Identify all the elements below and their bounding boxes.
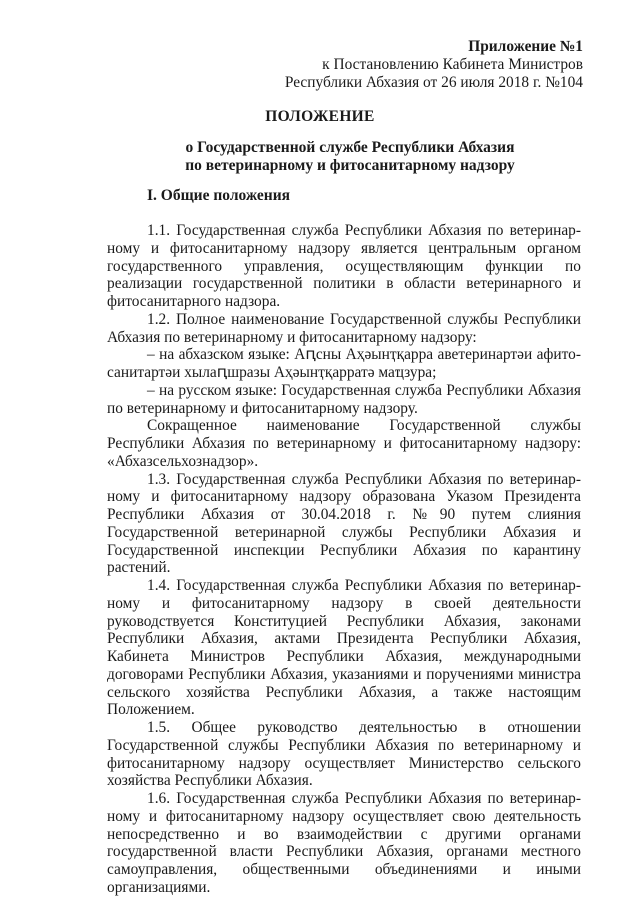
paragraph-1-2: 1.2. Полное наименование Государственной службы Республики Абхазия по ветеринарному и фитосанитарному надзору: — [107, 310, 581, 346]
document-subtitle — [30, 139, 640, 175]
section-heading: I. Общие положения — [147, 187, 291, 204]
appendix-label: Приложение №1 — [468, 38, 583, 55]
paragraph-1-4: 1.4. Государственная служба Республики Абхазия по ветеринарному и фитосанитарному надзору в своей деятельности руководствуется Конституцией Республики Абхазия, законами Республики Абхазия, актами Президента Республики Абхазия, Кабинета Министров Республики Абхазия, международными договорами Республики Абхазия, указаниями и поручениями министра сельского хозяйства Республики Абхазия, а также настоящим Положением. — [107, 577, 581, 719]
paragraph-1-6: 1.6. Государственная служба Республики Абхазия по ветеринарному и фитосанитарному надзору осуществляет свою деятельность непосредственно и во взаимодействии с другими органами государственной власти Республики Абхазия, органами местного самоуправления, общественными объединениями и иными организациями. — [107, 790, 581, 896]
document-title: ПОЛОЖЕНИЕ — [265, 108, 375, 125]
document-body — [107, 222, 581, 897]
paragraph-1-3: 1.3. Государственная служба Республики Абхазия по ветеринарному и фитосанитарному надзору образована Указом Президента Республики Абхазия от 30.04.2018 г. №90 путем слияния Государственной ветеринарной службы Республики Абхазия и Государственной инспекции Республики Абхазия по карантину растений. — [107, 470, 581, 577]
paragraph-1-1: 1.1. Государственная служба Республики Абхазия по ветеринарному и фитосанитарному надзору является центральным органом государственного управления, осуществляющим функции по реализации государственной политики в области ветеринарного и фитосанитарного надзора. — [107, 222, 581, 310]
subtitle-line-1: о Государственной службе Республики Абхазия — [185, 139, 515, 156]
appendix-line-2: Республики Абхазия от 26 июля 2018 г. №104 — [284, 74, 583, 91]
appendix-line-1: к Постановлению Кабинета Министров — [322, 56, 583, 73]
paragraph-1-2-abkhaz-name: – на абхазском языке: Аԥсны Аҳәынҭқарра аветеринартәи афитосанитартәи хылаԥшразы Аҳәынҭқарратә маҵзура; — [107, 346, 581, 381]
appendix-header — [285, 38, 583, 92]
paragraph-1-2-russian-name: – на русском языке: Государственная служба Республики Абхазия по ветеринарному и фитосанитарному надзору. — [107, 381, 581, 417]
paragraph-1-5: 1.5. Общее руководство деятельностью в отношении Государственной службы Республики Абхазия по ветеринарному и фитосанитарному надзору осуществляет Министерство сельского хозяйства Республики Абхазия. — [107, 719, 581, 790]
paragraph-short-name: Сокращенное наименование Государственной службы Республики Абхазия по ветеринарному и фитосанитарному надзору: «Абхазсельхознадзор». — [107, 417, 581, 470]
subtitle-line-2: по ветеринарному и фитосанитарному надзору — [185, 157, 515, 174]
